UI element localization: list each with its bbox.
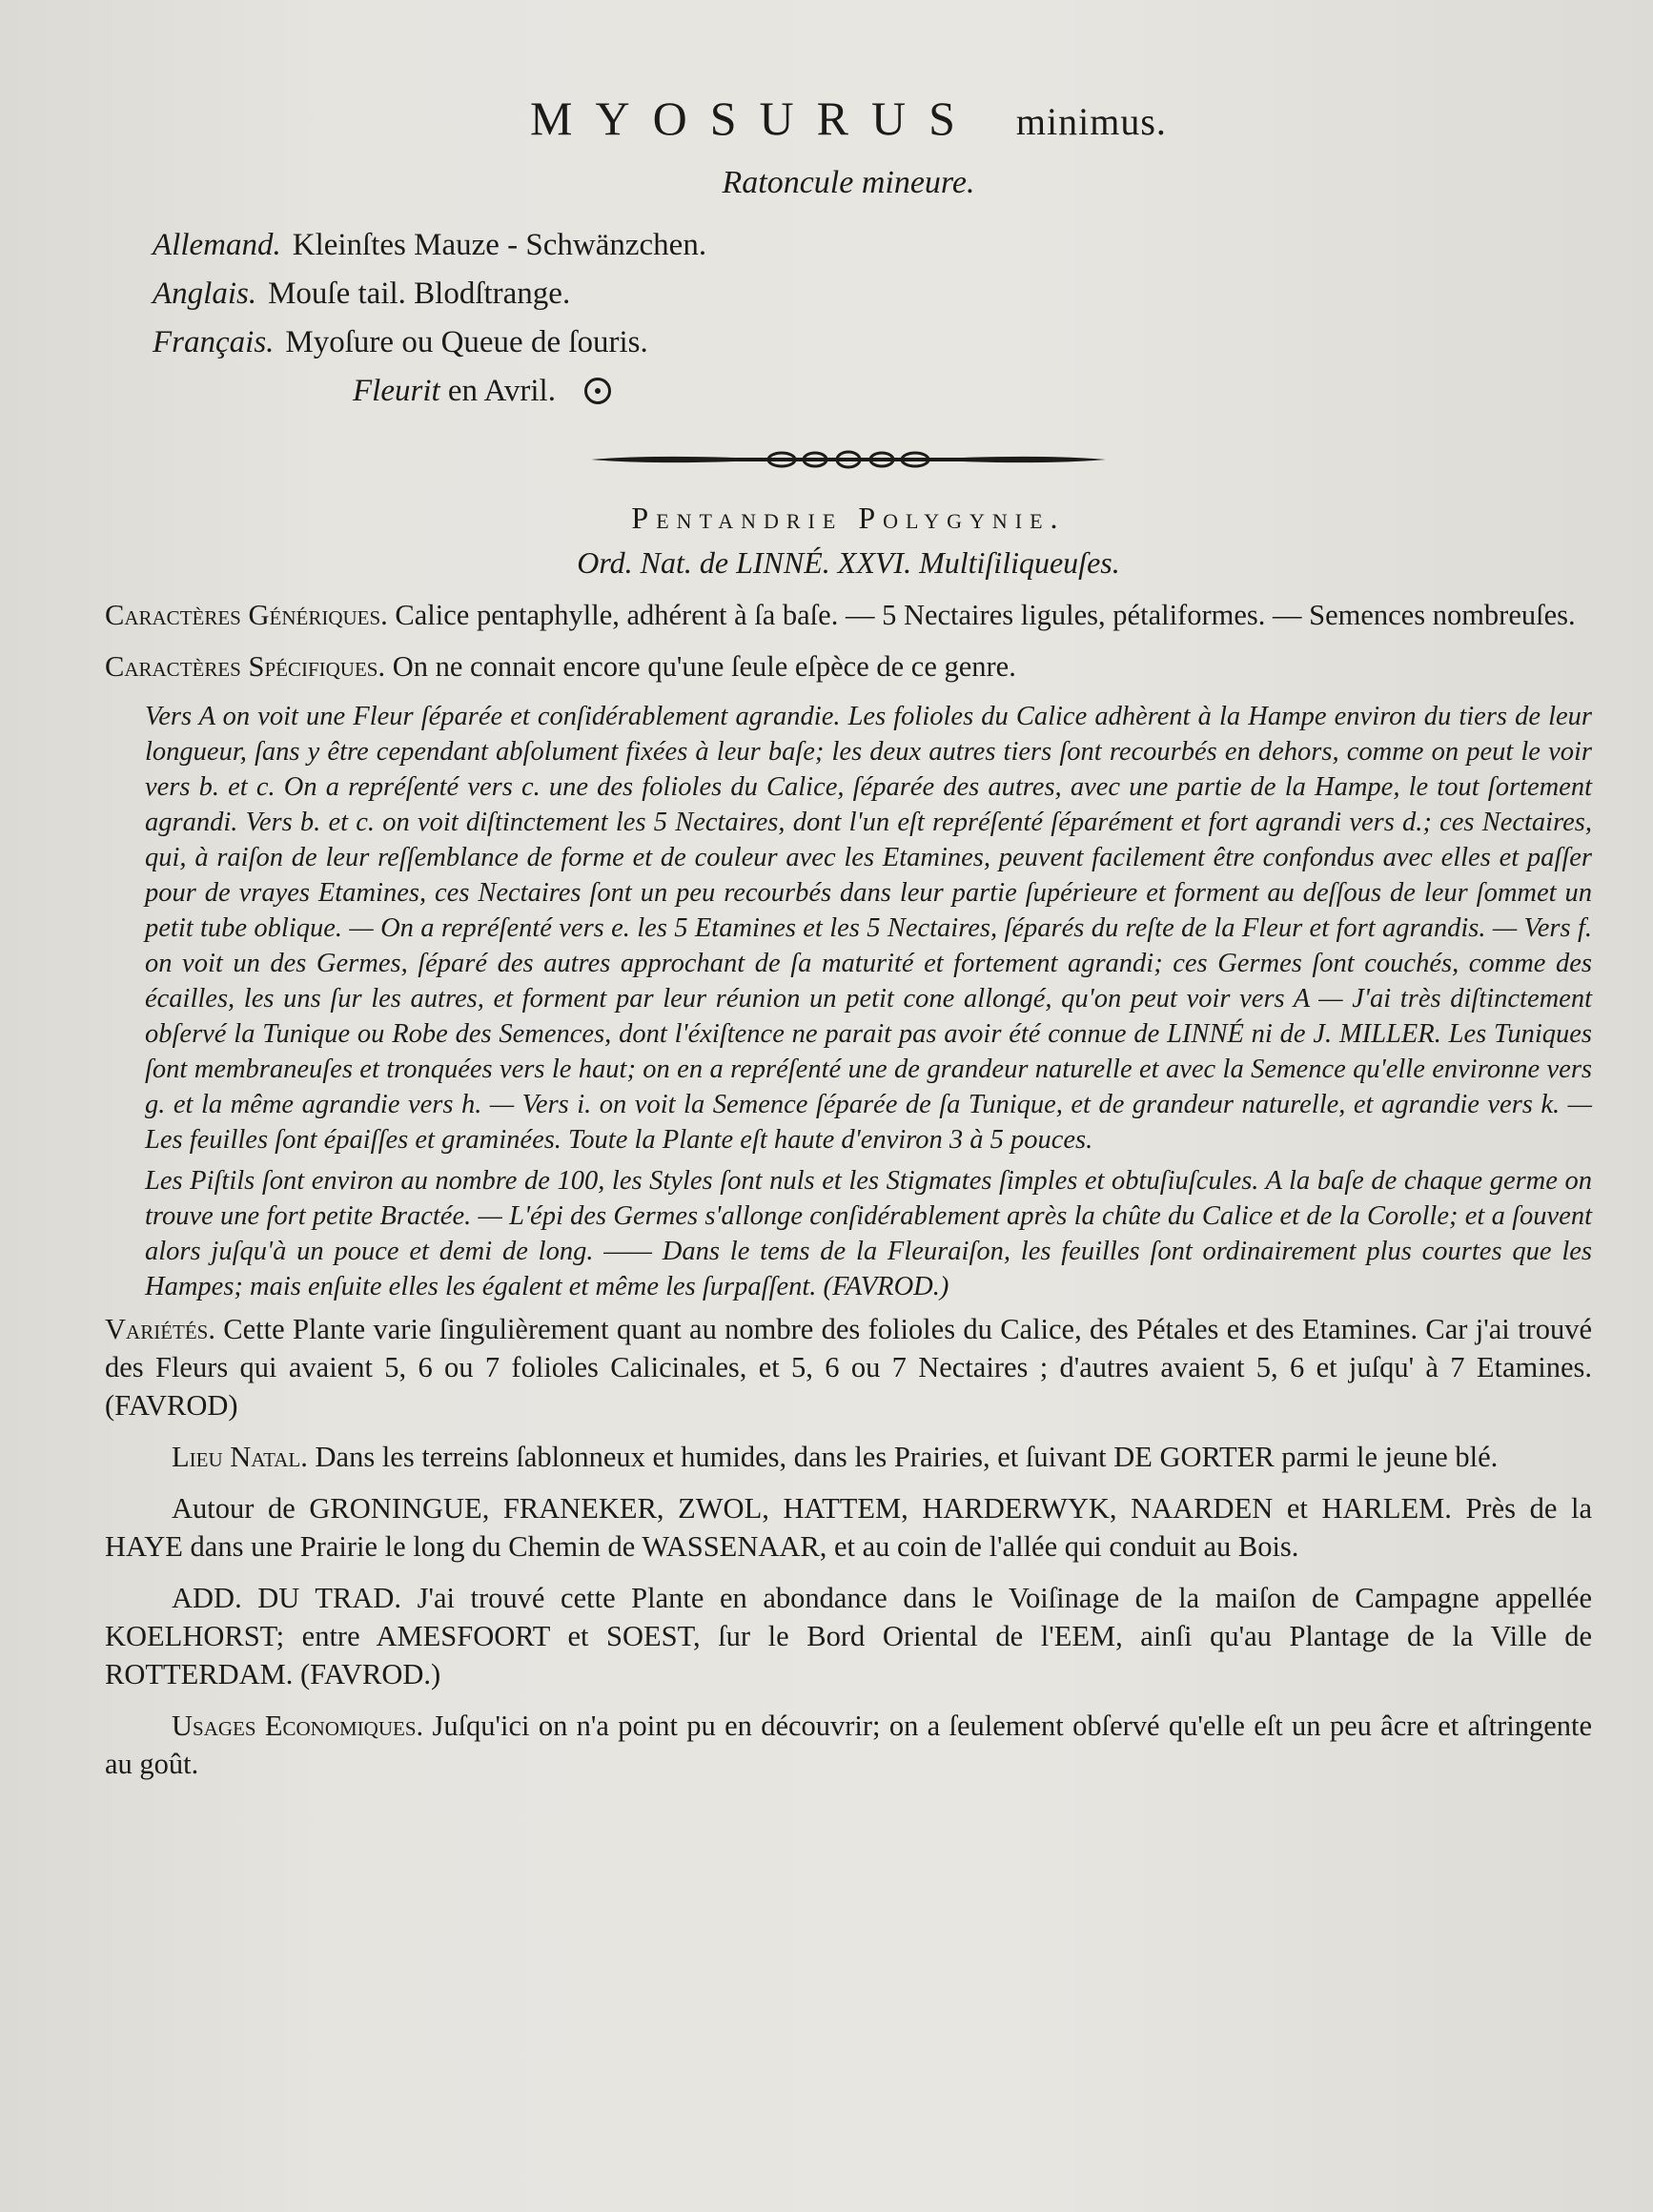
name-german bbox=[153, 228, 1592, 263]
vernacular-names bbox=[153, 228, 1592, 360]
section-heading: Usages Economiques. bbox=[172, 1710, 424, 1742]
section-text: On ne connait encore qu'une ſeule eſpèce de ce genre. bbox=[392, 650, 1016, 683]
genus-name: MYOSURUS bbox=[530, 92, 978, 145]
annual-symbol-icon bbox=[584, 378, 611, 404]
section-text: Cette Plante varie ſingulièrement quant au nombre des folioles du Calice, des Pétales et des Etamines. Car j'ai trouvé des Fleurs qui avaient 5, 6 ou 7 folioles Calicinales, et 5, 6 ou 7 Nectaires ; d'autres avaient 5, 6 et juſqu' à 7 Etamines. (FAVROD) bbox=[105, 1313, 1592, 1422]
flowering-text: en Avril. bbox=[447, 374, 556, 408]
name-text: Kleinſtes Mauze - Schwänzchen. bbox=[292, 228, 707, 262]
natural-order: Ord. Nat. de LINNÉ. XXVI. Multiſiliqueuſes. bbox=[577, 545, 1120, 580]
specific-characters bbox=[105, 647, 1592, 686]
section-text: Dans les terreins ſablonneux et humides, dans les Prairies, et ſuivant DE GORTER parmi le jeune blé. bbox=[315, 1441, 1499, 1473]
french-name: Ratoncule mineure. bbox=[722, 165, 975, 200]
lang-label: Allemand. bbox=[153, 228, 281, 262]
name-english bbox=[153, 276, 1592, 312]
section-heading: Variétés. bbox=[105, 1313, 215, 1345]
section-heading: Caractères Spécifiques. bbox=[105, 650, 386, 683]
localities: Autour de GRONINGUE, FRANEKER, ZWOL, HATTEM, HARDERWYK, NAARDEN et HARLEM. Près de la HAYE dans une Prairie le long du Chemin de WASSENAAR, et au coin de l'allée qui conduit au Bois. bbox=[105, 1492, 1592, 1563]
species-name: minimus. bbox=[1015, 100, 1167, 143]
section-text: J'ai trouvé cette Plante en abondance dans le Voiſinage de la maiſon de Campagne appellée KOELHORST; entre AMESFOORT et SOEST, ſur le Bord Oriental de l'EEM, ainſi qu'au Plantage de la Ville de ROTTERDAM. (FAVROD.) bbox=[105, 1582, 1592, 1690]
name-text: Mouſe tail. Blodſtrange. bbox=[268, 276, 571, 311]
name-text: Myoſure ou Queue de ſouris. bbox=[285, 325, 648, 359]
native-habitat bbox=[105, 1438, 1592, 1476]
flowering-time bbox=[353, 374, 1592, 409]
section-heading: Caractères Génériques. bbox=[105, 599, 388, 631]
pistils-paragraph: Les Piſtils ſont environ au nombre de 100, les Styles ſont nuls et les Stigmates ſimples et obtuſiuſcules. A la baſe de chaque germe on trouve une fort petite Bractée. — L'épi des Germes s'allonge conſidérablement après la chûte du Calice et de la Corolle; et a ſouvent alors juſqu'à un pouce et demi de long. —— Dans le tems de la Fleuraiſon, les feuilles ſont ordinairement plus courtes que les Hampes; mais enſuite elles les égalent et même les ſurpaſſent. (FAVROD.) bbox=[145, 1166, 1592, 1301]
description-paragraph: Vers A on voit une Fleur ſéparée et conſidérablement agrandie. Les folioles du Calice adhèrent à la Hampe environ du tiers de leur longueur, ſans y être cependant abſolument fixées à leur baſe; les deux autres tiers ſont recourbés en dehors, comme on peut le voir vers b. et c. On a repréſenté vers c. une des folioles du Calice, ſéparée des autres, avec une partie de la Hampe, le tout ſortement agrandi. Vers b. et c. on voit diſtinctement les 5 Nectaires, dont l'un eſt repréſenté ſéparément et fort agrandi vers d.; ces Nectaires, qui, à raiſon de leur reſſemblance de forme et de couleur avec les Etamines, peuvent facilement être confondus avec elles et paſſer pour de vrayes Etamines, ces Nectaires ſont un peu recourbés dans leur partie ſupérieure et forment au deſſous de leur ſommet un petit tube oblique. — On a repréſenté vers e. les 5 Etamines et les 5 Nectaires, ſéparés du reſte de la Fleur et fort agrandis. — Vers f. on voit un des Germes, ſéparé des autres approchant de ſa maturité et fortement agrandi; ces Germes ſont couchés, comme des écailles, les uns ſur les autres, et forment par leur réunion un petit cone allongé, qu'on peut voir vers A — J'ai très diſtinctement obſervé la Tunique ou Robe des Semences, dont l'éxiſtence ne parait pas avoir été connue de LINNÉ ni de J. MILLER. Les Tuniques ſont membraneuſes et tronquées vers le haut; on en a repréſenté une de grandeur naturelle et avec la Semence qu'elle environne vers g. et la même agrandie vers h. — Vers i. on voit la Semence ſéparée de ſa Tunique, et de grandeur naturelle, et agrandie vers k. — Les feuilles ſont épaiſſes et graminées. Toute la Plante eſt haute d'environ 3 à 5 pouces. bbox=[145, 702, 1592, 1155]
varieties bbox=[105, 1310, 1592, 1424]
section-heading: ADD. DU TRAD. bbox=[172, 1582, 402, 1614]
generic-characters bbox=[105, 596, 1592, 634]
lang-label: Français. bbox=[153, 325, 275, 359]
lang-label: Anglais. bbox=[153, 276, 257, 311]
flowering-label: Fleurit bbox=[353, 374, 440, 408]
ornament-divider-icon bbox=[591, 447, 1106, 472]
section-text: Juſqu'ici on n'a point pu en découvrir; on a ſeulement obſervé qu'elle eſt un peu âcre et aſtringente au goût. bbox=[105, 1710, 1592, 1780]
section-text: Calice pentaphylle, adhérent à ſa baſe. — 5 Nectaires ligules, pétaliformes. — Semences nombreuſes. bbox=[395, 599, 1576, 631]
name-french bbox=[153, 325, 1592, 360]
translator-addition bbox=[105, 1579, 1592, 1693]
economic-uses bbox=[105, 1707, 1592, 1783]
linnaean-class: Pentandrie Polygynie. bbox=[631, 501, 1066, 535]
page-content bbox=[105, 91, 1592, 1796]
page-title bbox=[105, 91, 1592, 146]
section-heading: Lieu Natal. bbox=[172, 1441, 308, 1473]
